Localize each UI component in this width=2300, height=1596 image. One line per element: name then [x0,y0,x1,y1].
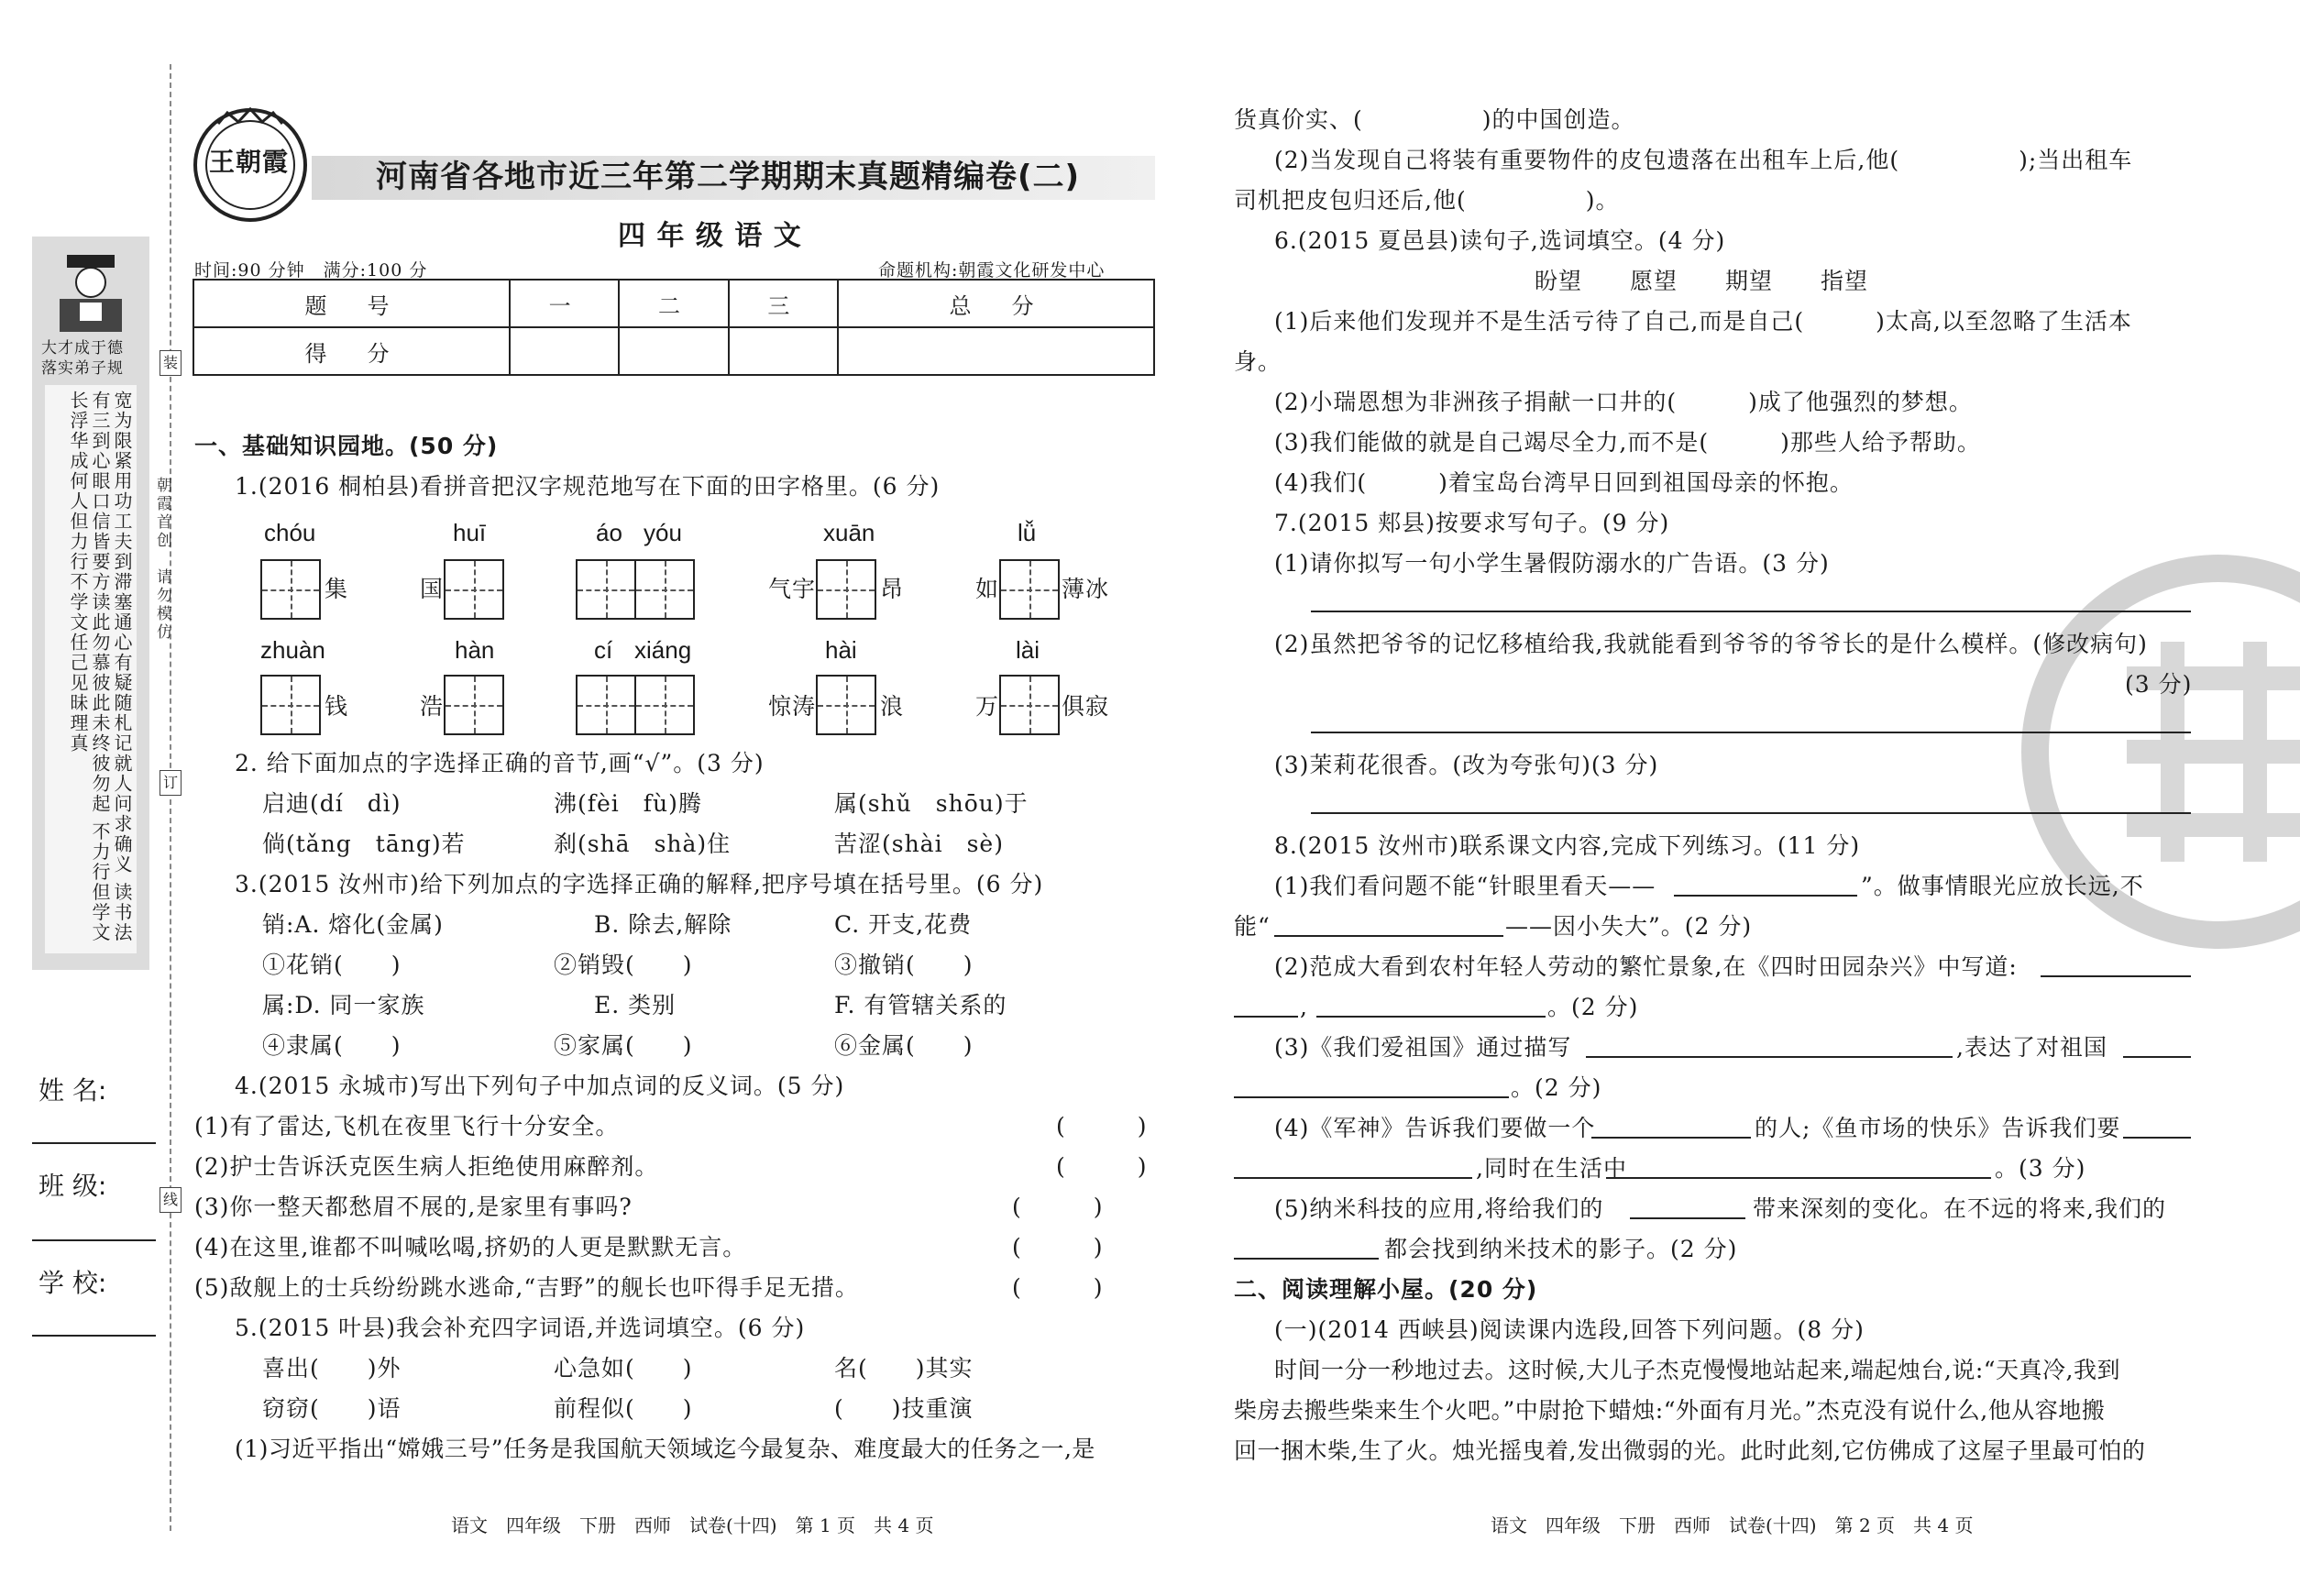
q8-sub-3c: 。(2 分) [1511,1074,1602,1101]
sidebar-panel [32,237,149,970]
q7-answer-line[interactable] [1311,611,2191,612]
binding-dashed-line [170,64,171,1531]
pinyin: hài [825,636,857,664]
question-2: 2. 给下面加点的字选择正确的音节,画“√”。(3 分) [235,750,765,776]
q3-definition: C. 开支,花费 [834,911,973,938]
pinyin: lǚ [1018,519,1037,546]
scholar-figure-icon [49,246,133,337]
q8-blank[interactable] [2041,975,2191,977]
score-table-score-row [193,327,1154,375]
box-text: 惊涛 [768,693,817,720]
box-text: 钱 [325,693,349,720]
q3-answer-item[interactable]: ②销毁( ) [554,952,693,978]
q4-sentence: (2)护士告诉沃克医生病人拒绝使用麻醉剂。 [194,1153,659,1180]
logo-text: 王朝霞 [209,147,290,177]
q8-sub-5a: (5)纳米科技的应用,将给我们的 [1274,1195,1604,1222]
tianzige-box[interactable] [816,675,876,735]
vertical-copyright-note: 朝霞首创 请勿模仿 [153,477,171,642]
box-text: 万 [975,693,1000,720]
question-5: 5.(2015 叶县)我会补充四字词语,并选词填空。(6 分) [235,1315,806,1341]
tianzige-box[interactable] [260,559,321,620]
seal-box-3: 线 [160,1187,182,1213]
pinyin: cí [594,636,613,664]
pinyin: lài [1016,636,1040,664]
score-table-header-row [193,280,1154,327]
q3-answer-item[interactable]: ⑤家属( ) [554,1032,693,1059]
q8-sub-4b: 的人;《鱼市场的快乐》告诉我们要 [1755,1115,2121,1141]
pinyin: áo [596,519,622,546]
q8-comma: , [1300,994,1308,1020]
question-1: 1.(2016 桐柏县)看拼音把汉字规范地写在下面的田字格里。(6 分) [235,473,941,500]
q7-sub-3: (3)茉莉花很香。(改为夸张句)(3 分) [1274,752,1659,778]
q2-option[interactable]: 苦涩(shài sè) [834,831,1004,857]
q2-option[interactable]: 沸(fèi fù)腾 [554,790,702,817]
q8-sub-1b: ”。做事情眼光应放长远,不 [1861,873,2144,899]
q3-definition: B. 除去,解除 [594,911,732,938]
q5-idiom[interactable]: 喜出( )外 [262,1355,402,1381]
q8-sub-2b: 。(2 分) [1547,994,1639,1020]
tianzige-box[interactable] [576,675,636,735]
score-cell: 题 号 [193,280,510,327]
q2-option[interactable]: 倘(tǎng tāng)若 [262,831,466,857]
box-text: 俱寂 [1062,693,1110,720]
q7-sub-2: (2)虽然把爷爷的记忆移植给我,我就能看到爷爷的爷爷长的是什么模样。(修改病句) [1274,631,2148,657]
q4-sentence: (4)在这里,谁都不叫喊吆喝,挤奶的人更是默默无言。 [194,1234,747,1260]
q8-blank[interactable] [1591,1137,1751,1139]
tianzige-box[interactable] [999,675,1060,735]
q8-blank[interactable] [1316,1016,1546,1018]
slogan-2: 落实弟子规 [41,359,124,378]
seal-box-1: 装 [160,350,182,376]
q8-sub-4a: (4)《军神》告诉我们要做一个 [1274,1115,1596,1141]
q8-sub-3a: (3)《我们爱祖国》通过描写 [1274,1034,1572,1061]
q6-sub-3: (3)我们能做的就是自己竭尽全力,而不是( )那些人给予帮助。 [1274,429,1981,456]
section-2-heading: 二、阅读理解小屋。(20 分) [1234,1276,1538,1303]
tianzige-box[interactable] [444,675,504,735]
q8-sub-5c: 都会找到纳米技术的影子。(2 分) [1384,1236,1738,1262]
question-3: 3.(2015 汝州市)给下列加点的字选择正确的解释,把序号填在括号里。(6 分) [235,871,1044,897]
q8-blank[interactable] [1234,1177,1472,1179]
q4-answer-paren[interactable]: ( ) [1012,1194,1104,1220]
question-7: 7.(2015 郏县)按要求写句子。(9 分) [1274,510,1670,536]
box-text: 集 [325,576,349,602]
score-input-cell[interactable] [729,327,838,375]
q5-sub-1: (1)习近平指出“嫦娥三号”任务是我国航天领域迄今最复杂、难度最大的任务之一,是 [235,1436,1095,1462]
q8-sub-4c: ,同时在生活中 [1476,1155,1627,1182]
q4-answer-paren[interactable]: ( ) [1056,1113,1148,1139]
tianzige-box[interactable] [260,675,321,735]
q5-idiom[interactable]: 名( )其实 [834,1355,974,1381]
q4-answer-paren[interactable]: ( ) [1056,1153,1148,1180]
question-4: 4.(2015 永城市)写出下列句子中加点词的反义词。(5 分) [235,1073,845,1099]
q7-answer-line[interactable] [1311,812,2191,814]
score-input-cell[interactable] [510,327,619,375]
q4-sentence: (3)你一整天都愁眉不展的,是家里有事吗? [194,1194,633,1220]
q8-sub-1a: (1)我们看问题不能“针眼里看天—— [1274,873,1656,899]
q8-blank[interactable] [2123,1137,2191,1139]
q3-answer-item[interactable]: ④隶属( ) [262,1032,402,1059]
reading-passage-line: 柴房去搬些柴来生个火吧。”中尉抢下蜡烛:“外面有月光。”杰克没有说什么,他从容地搬 [1234,1397,2106,1424]
q5-idiom[interactable]: 窃窃( )语 [262,1395,402,1422]
q8-blank[interactable] [1606,1177,1991,1179]
reading-passage-line: 回一捆木柴,生了火。烛光摇曳着,发出微弱的光。此时此刻,它仿佛成了这屋子里最可怕的 [1234,1437,2146,1464]
q8-blank[interactable] [2123,1056,2191,1058]
q8-blank[interactable] [1234,1096,1509,1098]
tianzige-box[interactable] [634,675,695,735]
box-text: 如 [975,576,1000,602]
motto-text: 宽为限紧用功工夫到滞塞通心有疑随札记就人问求确义 读书法有三到心眼口信皆要方读此勿慕彼此未终彼勿起 不力行但学文长浮华成何人但力行不学文任己见昧理真 [45,385,137,953]
q4-sentence: (5)敌舰上的士兵纷纷跳水逃命,“吉野”的舰长也吓得手足无措。 [194,1274,859,1301]
class-input-line[interactable] [32,1239,156,1241]
score-input-cell[interactable] [619,327,728,375]
box-text: 浩 [420,693,445,720]
q4-answer-paren[interactable]: ( ) [1012,1234,1104,1260]
tianzige-box[interactable] [444,559,504,620]
q6-sub-1a: (1)后来他们发现并不是生活亏待了自己,而是自己( )太高,以至忽略了生活本 [1274,308,2132,335]
box-text: 昂 [880,576,905,602]
exam-title: 河南省各地市近三年第二学期期末真题精编卷(二) [376,159,1081,195]
school-label: 学 校: [39,1268,107,1298]
q5-idiom[interactable]: ( )技重演 [834,1395,974,1422]
tianzige-box[interactable] [816,559,876,620]
right-line-2: (2)当发现自己将装有重要物件的皮包遗落在出租车上后,他( );当出租车 [1274,147,2133,173]
q8-blank[interactable] [1586,1056,1953,1058]
q8-sub-4d: 。(3 分) [1995,1155,2086,1182]
section-1-heading: 一、基础知识园地。(50 分) [194,433,499,459]
tianzige-box[interactable] [999,559,1060,620]
subject-title: 四 年 级 语 文 [618,220,802,252]
q2-option[interactable]: 属(shǔ shōu)于 [834,790,1029,817]
reading-1-heading: (一)(2014 西峡县)阅读课内选段,回答下列问题。(8 分) [1274,1316,1865,1343]
q8-blank[interactable] [1234,1016,1298,1018]
q8-blank[interactable] [1234,1258,1379,1260]
question-6: 6.(2015 夏邑县)读句子,选词填空。(4 分) [1274,227,1726,254]
q8-sub-1d: ——因小失大”。(2 分) [1505,913,1753,940]
pinyin: yóu [644,519,682,546]
slogan-1: 大才成于德 [41,339,124,358]
q6-sub-4: (4)我们( )着宝岛台湾早日回到祖国母亲的怀抱。 [1274,469,1854,496]
score-cell: 总 分 [838,280,1154,327]
score-cell: 二 [619,280,728,327]
q3-answer-item[interactable]: ③撤销( ) [834,952,974,978]
q5-idiom[interactable]: 心急如( ) [554,1355,693,1381]
q8-sub-5b: 带来深刻的变化。在不远的将来,我们的 [1753,1195,2166,1222]
pinyin: xuān [823,519,875,546]
q4-sentence: (1)有了雷达,飞机在夜里飞行十分安全。 [194,1113,620,1139]
score-input-cell[interactable] [838,327,1154,375]
right-line-1: 货真价实、( )的中国创造。 [1234,106,1635,133]
q3-answer-item[interactable]: ⑥金属( ) [834,1032,974,1059]
right-line-3: 司机把皮包归还后,他( )。 [1234,187,1620,214]
q6-sub-1b: 身。 [1234,348,1282,375]
q4-answer-paren[interactable]: ( ) [1012,1274,1104,1301]
q2-option[interactable]: 刹(shā shà)住 [554,831,732,857]
box-text: 薄冰 [1062,576,1110,602]
q7-answer-line[interactable] [1311,732,2191,733]
score-cell: 一 [510,280,619,327]
q6-sub-2: (2)小瑞恩想为非洲孩子捐献一口井的( )成了他强烈的梦想。 [1274,389,1973,415]
tianzige-box[interactable] [576,559,636,620]
q8-sub-3b: ,表达了对祖国 [1956,1034,2107,1061]
score-cell: 三 [729,280,838,327]
pinyin: hàn [455,636,495,664]
reading-passage-line: 时间一分一秒地过去。这时候,大儿子杰克慢慢地站起来,端起烛台,说:“天真冷,我到 [1274,1357,2120,1383]
seal-box-2: 订 [160,770,182,796]
class-label: 班 级: [39,1171,107,1201]
question-8: 8.(2015 汝州市)联系课文内容,完成下列练习。(11 分) [1274,832,1861,859]
q3-definition: 属:D. 同一家族 [262,992,425,1018]
q8-blank[interactable] [1630,1217,1745,1219]
q3-definition: E. 类别 [594,992,677,1018]
time-info: 时间:90 分钟 满分:100 分 [194,260,428,281]
q2-option[interactable]: 启迪(dí dì) [262,790,402,817]
q3-definition: 销:A. 熔化(金属) [262,911,444,938]
q8-blank[interactable] [1674,895,1857,897]
name-label: 姓 名: [39,1075,107,1106]
score-cell: 得 分 [193,327,510,375]
org-info: 命题机构:朝霞文化研发中心 [878,260,1106,281]
q8-sub-2a: (2)范成大看到农村年轻人劳动的繁忙景象,在《四时田园杂兴》中写道: [1274,953,2018,980]
q8-sub-1c: 能“ [1234,913,1271,940]
box-text: 气宇 [768,576,817,602]
q3-answer-item[interactable]: ①花销( ) [262,952,402,978]
q6-word-bank: 盼望 愿望 期望 指望 [1535,268,1869,294]
q7-sub-2-score: (3 分) [2125,671,2193,698]
pinyin: huī [453,519,487,546]
footer-left: 语文 四年级 下册 西师 试卷(十四) 第 1 页 共 4 页 [451,1514,934,1536]
q8-blank[interactable] [1274,935,1503,937]
q7-sub-1: (1)请你拟写一句小学生暑假防溺水的广告语。(3 分) [1274,550,1830,577]
box-text: 浪 [880,693,905,720]
footer-right: 语文 四年级 下册 西师 试卷(十四) 第 2 页 共 4 页 [1491,1514,1974,1536]
school-input-line[interactable] [32,1335,156,1337]
pinyin: zhuàn [260,636,325,664]
pinyin: chóu [264,519,316,546]
tianzige-box[interactable] [634,559,695,620]
q3-definition: F. 有管辖关系的 [834,992,1007,1018]
name-input-line[interactable] [32,1142,156,1144]
q5-idiom[interactable]: 前程似( ) [554,1395,693,1422]
box-text: 国 [420,576,445,602]
pinyin: xiáng [634,636,692,664]
score-table [193,279,1155,376]
